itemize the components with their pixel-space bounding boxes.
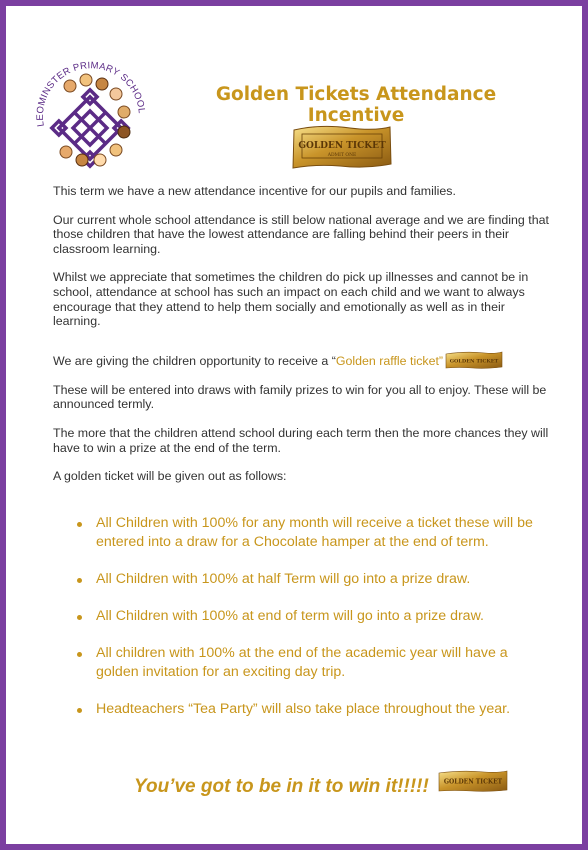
slogan-ticket-icon — [438, 770, 508, 792]
list-item-text: All children with 100% at the end of the academic year will have a golden invitation for an exciting day trip. — [96, 645, 508, 680]
paragraph-chances: The more that the children attend school during each term then the more chances they will have to win a prize at the end of the term. — [53, 425, 549, 455]
ticket-text: GOLDEN TICKET — [298, 141, 386, 151]
bullet-icon — [77, 708, 82, 713]
list-item-text: All Children with 100% for any month will receive a ticket these will be entered into a draw for a Chocolate hamper at the end of term. — [96, 515, 533, 550]
list-item — [74, 514, 554, 552]
paragraph-intro: This term we have a new attendance incentive for our pupils and families. — [53, 184, 456, 198]
logo-text: LEOMINSTER PRIMARY SCHOOL — [34, 60, 147, 128]
paragraph-attendance: Our current whole school attendance is still below national average and we are finding that those children that have the lowest attendance are falling behind their peers in their classroom learning. — [53, 212, 549, 256]
paragraph-raffle — [53, 351, 553, 369]
list-item-text: All Children with 100% at end of term will go into a prize draw. — [96, 608, 484, 624]
small-ticket-text: GOLDEN TICKET — [449, 358, 499, 365]
list-item — [74, 644, 554, 682]
list-item — [74, 700, 554, 719]
bullet-icon — [77, 652, 82, 657]
raffle-highlight: Golden raffle ticket” — [335, 353, 444, 368]
ticket-subtext: ADMIT ONE — [327, 153, 357, 158]
raffle-prefix: We are giving the children opportunity to receive a “ — [53, 353, 336, 368]
svg-text:LEOMINSTER PRIMARY SCHOOL — [35, 60, 147, 127]
list-item — [74, 607, 554, 626]
school-logo — [30, 56, 150, 176]
slogan: You’ve got to be in it to win it!!!!! — [134, 776, 429, 797]
slogan-ticket-text: GOLDEN TICKET — [443, 778, 503, 786]
paragraph-illness: Whilst we appreciate that sometimes the children do pick up illnesses and cannot be in school, attendance at school has such an impact on each child and we want to always encourage that they attend to help them socially and emotionally as well as in their learning. — [53, 270, 529, 329]
bullet-icon — [77, 615, 82, 620]
page-title: Golden Tickets Attendance Incentive — [215, 84, 497, 126]
golden-ticket-image — [290, 124, 394, 170]
list-item — [74, 570, 554, 589]
paragraph-given-out: A golden ticket will be given out as follows: — [53, 469, 287, 484]
list-item-text: Headteachers “Tea Party” will also take place throughout the year. — [96, 701, 511, 717]
bullet-icon — [77, 522, 82, 527]
body-text — [53, 184, 553, 498]
list-item-text: All Children with 100% at half Term will go into a prize draw. — [96, 571, 471, 587]
prize-list — [74, 514, 554, 737]
small-ticket-icon — [445, 351, 503, 369]
bullet-icon — [77, 578, 82, 583]
paragraph-draws: These will be entered into draws with family prizes to win for you all to enjoy. These will be announced termly. — [53, 382, 547, 412]
